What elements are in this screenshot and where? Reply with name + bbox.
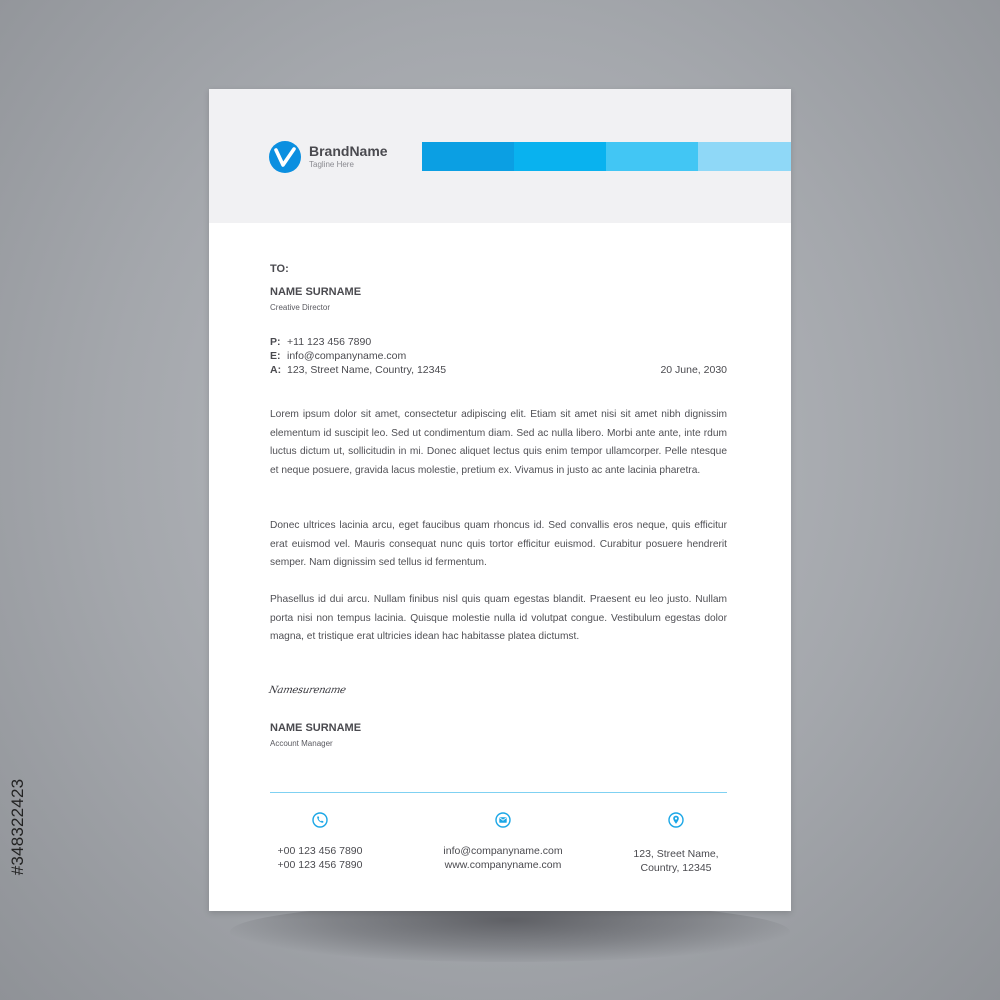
stock-id-label: #348322423 (8, 778, 27, 876)
contact-email (270, 350, 406, 362)
address-value: 123, Street Name, Country, 12345 (287, 364, 447, 376)
footer-phone-2: +00 123 456 7890 (277, 859, 363, 871)
sender-role: Account Manager (270, 739, 333, 748)
email-label: E: (270, 350, 281, 362)
footer-address-1: 123, Street Name, (633, 848, 719, 860)
to-label: TO: (270, 263, 289, 275)
contact-phone (270, 336, 371, 348)
letter-date: 20 June, 2030 (660, 364, 727, 376)
brand-logo-icon (269, 141, 301, 173)
footer-address-2: Country, 12345 (640, 862, 712, 874)
body-paragraph-2: Donec ultrices lacinia arcu, eget faucibus quam rhoncus id. Sed convallis eros neque, quis efficitur erat euismod vel. Mauris consequat nunc quis tortor efficitur euismod. Curabitur posuere hendrerit semper. Nam dignissim sed tellus id fermentum. (270, 520, 727, 568)
email-icon (495, 812, 511, 828)
page-shadow (230, 902, 790, 962)
header-band (209, 89, 791, 223)
footer-divider (270, 792, 727, 793)
footer-phone-1: +00 123 456 7890 (277, 845, 363, 857)
brand-name: BrandName (309, 143, 388, 159)
recipient-role: Creative Director (270, 303, 331, 312)
footer-web (423, 844, 583, 872)
phone-value: +11 123 456 7890 (287, 336, 372, 348)
header-stripe-4 (698, 142, 791, 171)
header-stripe-2 (514, 142, 606, 171)
sender-name: NAME SURNAME (270, 722, 362, 734)
location-pin-icon (668, 812, 684, 828)
address-label: A: (270, 364, 282, 376)
header-stripe-3 (606, 142, 698, 171)
phone-icon (312, 812, 328, 828)
brand-tagline: Tagline Here (309, 160, 354, 169)
footer-website: www.companyname.com (444, 859, 562, 871)
body-paragraph-3: Phasellus id dui arcu. Nullam finibus nisl quis quam egestas blandit. Praesent eu leo justo. Nullam porta nisi non tempus lacinia. Quisque molestie nulla id volutpat congue. Vestibulum egestas dolor magna, et tristique erat ultricies idean hac habitasse platea dictumst. (270, 594, 727, 642)
email-value: info@companyname.com (287, 350, 407, 362)
footer-phones (240, 844, 400, 872)
signature: Namesurename (267, 685, 347, 696)
footer-address (596, 847, 756, 875)
recipient-name: NAME SURNAME (270, 286, 362, 298)
contact-address (270, 364, 446, 376)
phone-label: P: (270, 336, 281, 348)
header-stripe-1 (422, 142, 514, 171)
letterhead-page (209, 89, 791, 911)
body-paragraph-1: Lorem ipsum dolor sit amet, consectetur adipiscing elit. Etiam sit amet nisi sit amet nibh dignissim elementum id suscipit leo. Sed ut condimentum diam. Sed ac nulla libero. Morbi ante ante, inte rdum luctus dictum ut, sollicitudin in mi. Donec aliquet lectus quis enim tempor ullamcorper. Pelle ntesque et neque posuere, gravida lacus molestie, pretium ex. Vivamus in justo ac ante lacinia pharetra. (270, 409, 727, 476)
footer-email: info@companyname.com (443, 845, 563, 857)
